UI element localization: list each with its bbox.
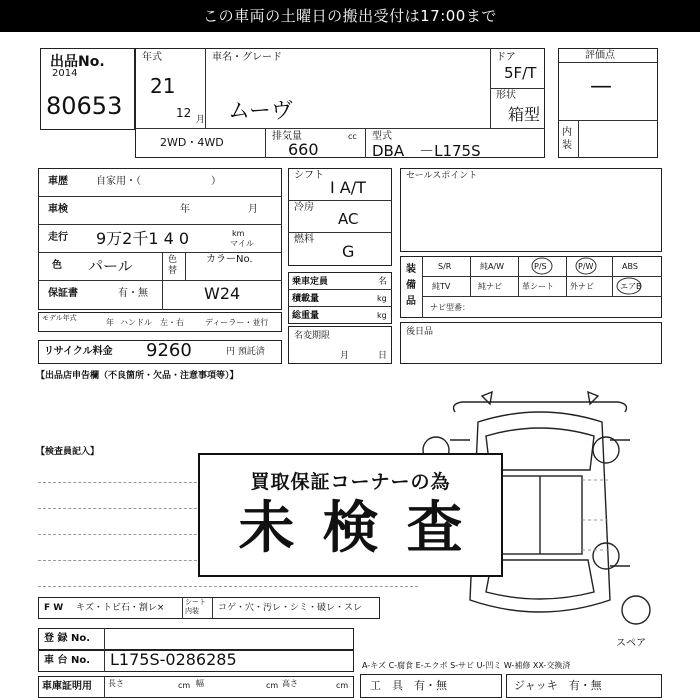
- garage-cert-label: 車庫証明用: [42, 681, 92, 692]
- equip-navi: 純ナビ: [478, 282, 502, 291]
- shift-value: I A/T: [330, 178, 366, 197]
- equip-tv: 純TV: [432, 282, 451, 291]
- equip-leather: 革シート: [522, 282, 554, 291]
- shaken-label: 車検: [48, 204, 68, 215]
- score-value: —: [590, 74, 612, 99]
- equip-airbag: エアB: [620, 282, 642, 291]
- height-label: 高さ: [282, 679, 298, 688]
- fw-value: キズ・トビ石・割レ×: [76, 603, 165, 613]
- dealer-label: ディーラー・並行: [205, 318, 269, 327]
- history-value: 自家用・（ ）: [96, 176, 221, 187]
- stamp-not-inspected-text: 未検査: [238, 496, 491, 561]
- not-inspected-stamp: [198, 453, 503, 577]
- tools-label: 工 具 有・無: [370, 679, 447, 692]
- spare-label: スペア: [616, 638, 646, 649]
- year-value: 21: [150, 74, 176, 98]
- navi-model-label: ナビ型番：: [430, 303, 470, 312]
- history-label: 車歴: [48, 176, 68, 187]
- load-label: 積載量: [292, 294, 320, 304]
- weight-label: 総重量: [292, 311, 320, 321]
- color-code-label: カラーNo.: [206, 254, 253, 265]
- doors-value: 5F/T: [504, 64, 537, 82]
- score-label: 評価点: [585, 50, 615, 61]
- interior-label: 内装: [562, 127, 572, 151]
- color-value: パール: [88, 257, 133, 275]
- equip-sr: S/R: [438, 262, 452, 271]
- name-value: ムーヴ: [228, 99, 293, 124]
- displacement-value: 660: [288, 140, 319, 159]
- mileage-label: 走行: [48, 232, 68, 243]
- chassis-label: 車 台 No.: [44, 655, 91, 666]
- shaken-year: 年: [180, 204, 190, 215]
- equip-ext-navi: 外ナビ: [570, 282, 594, 291]
- month-value: 12: [176, 106, 192, 120]
- name-change-day: 日: [378, 351, 388, 361]
- equip-abs: ABS: [622, 262, 638, 271]
- width-unit: cm: [266, 681, 279, 690]
- color-label: 色: [52, 260, 62, 271]
- length-unit: cm: [178, 681, 191, 690]
- recycle-unit: 円 預託済: [226, 347, 265, 357]
- year-label: 年式: [142, 52, 162, 63]
- fuel-label: 燃料: [294, 234, 314, 245]
- load-unit: kg: [377, 294, 387, 303]
- shape-label: 形状: [496, 90, 516, 101]
- fuel-value: G: [342, 242, 355, 261]
- name-grade-label: 車名・グレード: [212, 52, 282, 63]
- registration-label: 登 録 No.: [44, 633, 91, 644]
- lot-label: 出品No.: [50, 54, 105, 70]
- recycle-label: リサイクル料金: [44, 346, 113, 357]
- aftermarket-label: 後日品: [406, 327, 434, 337]
- month-unit: 月: [196, 115, 206, 125]
- chassis-value: L175S-0286285: [110, 650, 237, 669]
- handle-label: ハンドル 左・右: [120, 318, 184, 327]
- damage-code-legend: A-キズ C-腐食 E-エクボ S-サビ U-凹ミ W-補修 XX-交換済: [362, 661, 571, 670]
- shift-label: シフト: [294, 170, 324, 181]
- model-value: DBA －L175S: [372, 142, 481, 160]
- equip-ps: P/S: [534, 262, 547, 271]
- name-change-month: 月: [340, 351, 350, 361]
- mile-label: マイル: [230, 239, 254, 248]
- lot-year: 2014: [52, 68, 78, 79]
- displacement-label: 排気量: [272, 131, 302, 142]
- model-year-unit: 年: [106, 318, 114, 327]
- equip-pw: P/W: [578, 262, 594, 271]
- seller-remarks-label: 【出品店申告欄（不良箇所・欠品・注意事項等）】: [36, 371, 239, 381]
- warranty-label: 保証書: [48, 288, 78, 299]
- color-code-value: W24: [204, 284, 241, 303]
- recycle-value: 9260: [146, 340, 192, 361]
- capacity-unit: 名: [378, 277, 388, 287]
- ac-value: AC: [338, 210, 359, 228]
- equip-alloy: 純A/W: [480, 262, 505, 271]
- doors-label: ドア: [496, 52, 516, 63]
- length-label: 長さ: [108, 679, 124, 688]
- equipment-label: 装備品: [406, 264, 416, 307]
- saturday-notice-banner: この車両の土曜日の搬出受付は17:00まで: [0, 0, 700, 32]
- mileage-value: 9万2千1 4 0: [96, 229, 190, 248]
- shaken-month: 月: [248, 204, 258, 215]
- width-label: 幅: [196, 679, 204, 688]
- km-label: km: [232, 229, 245, 238]
- jack-label: ジャッキ 有・無: [514, 679, 602, 692]
- sales-point-label: セールスポイント: [406, 171, 478, 181]
- weight-unit: kg: [377, 311, 387, 320]
- lot-number: 80653: [46, 92, 123, 120]
- inspector-remarks-label: 【検査員記入】: [36, 447, 100, 457]
- capacity-label: 乗車定員: [292, 277, 329, 287]
- model-label: 型式: [372, 131, 392, 142]
- seat-label: シート内装: [185, 598, 206, 615]
- name-change-label: 名変期限: [294, 331, 331, 341]
- fw-label: F W: [44, 603, 64, 613]
- model-year-label: モデル年式: [42, 314, 77, 322]
- seat-value: コゲ・穴・汚レ・シミ・破レ・スレ: [218, 603, 363, 613]
- ac-label: 冷房: [294, 202, 314, 213]
- shape-value: 箱型: [508, 105, 541, 124]
- drive-label: 2WD・4WD: [160, 136, 224, 149]
- displacement-unit: cc: [348, 132, 357, 141]
- height-unit: cm: [336, 681, 349, 690]
- stamp-guarantee-text: 買取保証コーナーの為: [250, 471, 451, 493]
- warranty-value: 有・無: [118, 288, 148, 299]
- color-change-label: 色替: [168, 255, 178, 276]
